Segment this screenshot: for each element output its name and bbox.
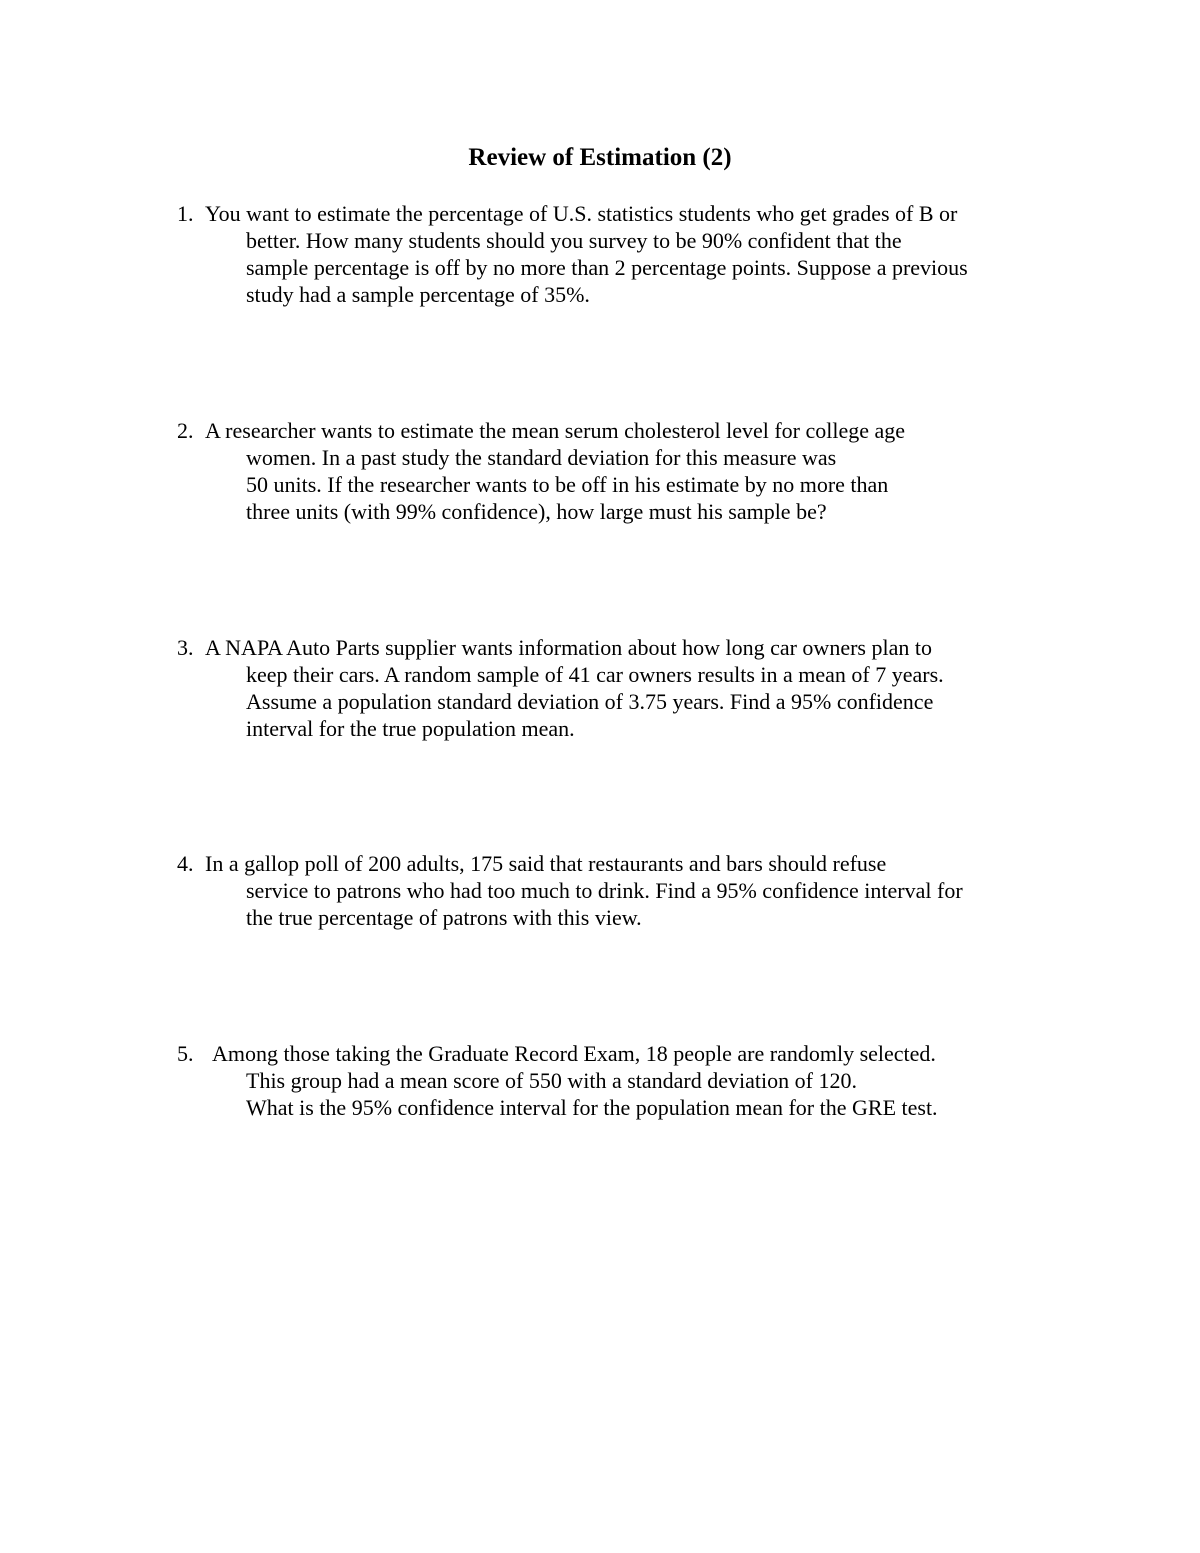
question-text-line: A NAPA Auto Parts supplier wants information about how long car owners plan to	[205, 635, 932, 660]
question-number: 2.	[177, 418, 194, 443]
question-text-line: 50 units. If the researcher wants to be off in his estimate by no more than	[246, 472, 889, 497]
question-text-line: interval for the true population mean.	[246, 716, 575, 741]
question-text-line: keep their cars. A random sample of 41 car owners results in a mean of 7 years.	[246, 662, 944, 687]
question-number: 3.	[177, 635, 194, 660]
question-text-line: Assume a population standard deviation of 3.75 years. Find a 95% confidence	[246, 689, 934, 714]
question-number: 1.	[177, 201, 194, 226]
question-text-line: the true percentage of patrons with this view.	[246, 905, 642, 930]
question-number: 4.	[177, 851, 194, 876]
question-text-line: You want to estimate the percentage of U.S. statistics students who get grades of B or	[205, 201, 958, 226]
question-text-line: sample percentage is off by no more than 2 percentage points. Suppose a previous	[246, 255, 968, 280]
question-text-line: service to patrons who had too much to drink. Find a 95% confidence interval for	[246, 878, 963, 903]
question-text-line: Among those taking the Graduate Record Exam, 18 people are randomly selected.	[212, 1041, 936, 1066]
question-number: 5.	[177, 1041, 194, 1066]
page-title: Review of Estimation (2)	[468, 144, 732, 171]
question-text-line: women. In a past study the standard deviation for this measure was	[246, 445, 837, 470]
question-text-line: three units (with 99% confidence), how large must his sample be?	[246, 499, 827, 524]
question-text-line: study had a sample percentage of 35%.	[246, 282, 590, 307]
question-text-line: In a gallop poll of 200 adults, 175 said that restaurants and bars should refuse	[205, 851, 887, 876]
question-text-line: better. How many students should you survey to be 90% confident that the	[246, 228, 902, 253]
question-text-line: What is the 95% confidence interval for the population mean for the GRE test.	[246, 1095, 938, 1120]
question-text-line: A researcher wants to estimate the mean serum cholesterol level for college age	[205, 418, 906, 443]
question-text-line: This group had a mean score of 550 with a standard deviation of 120.	[246, 1068, 857, 1093]
